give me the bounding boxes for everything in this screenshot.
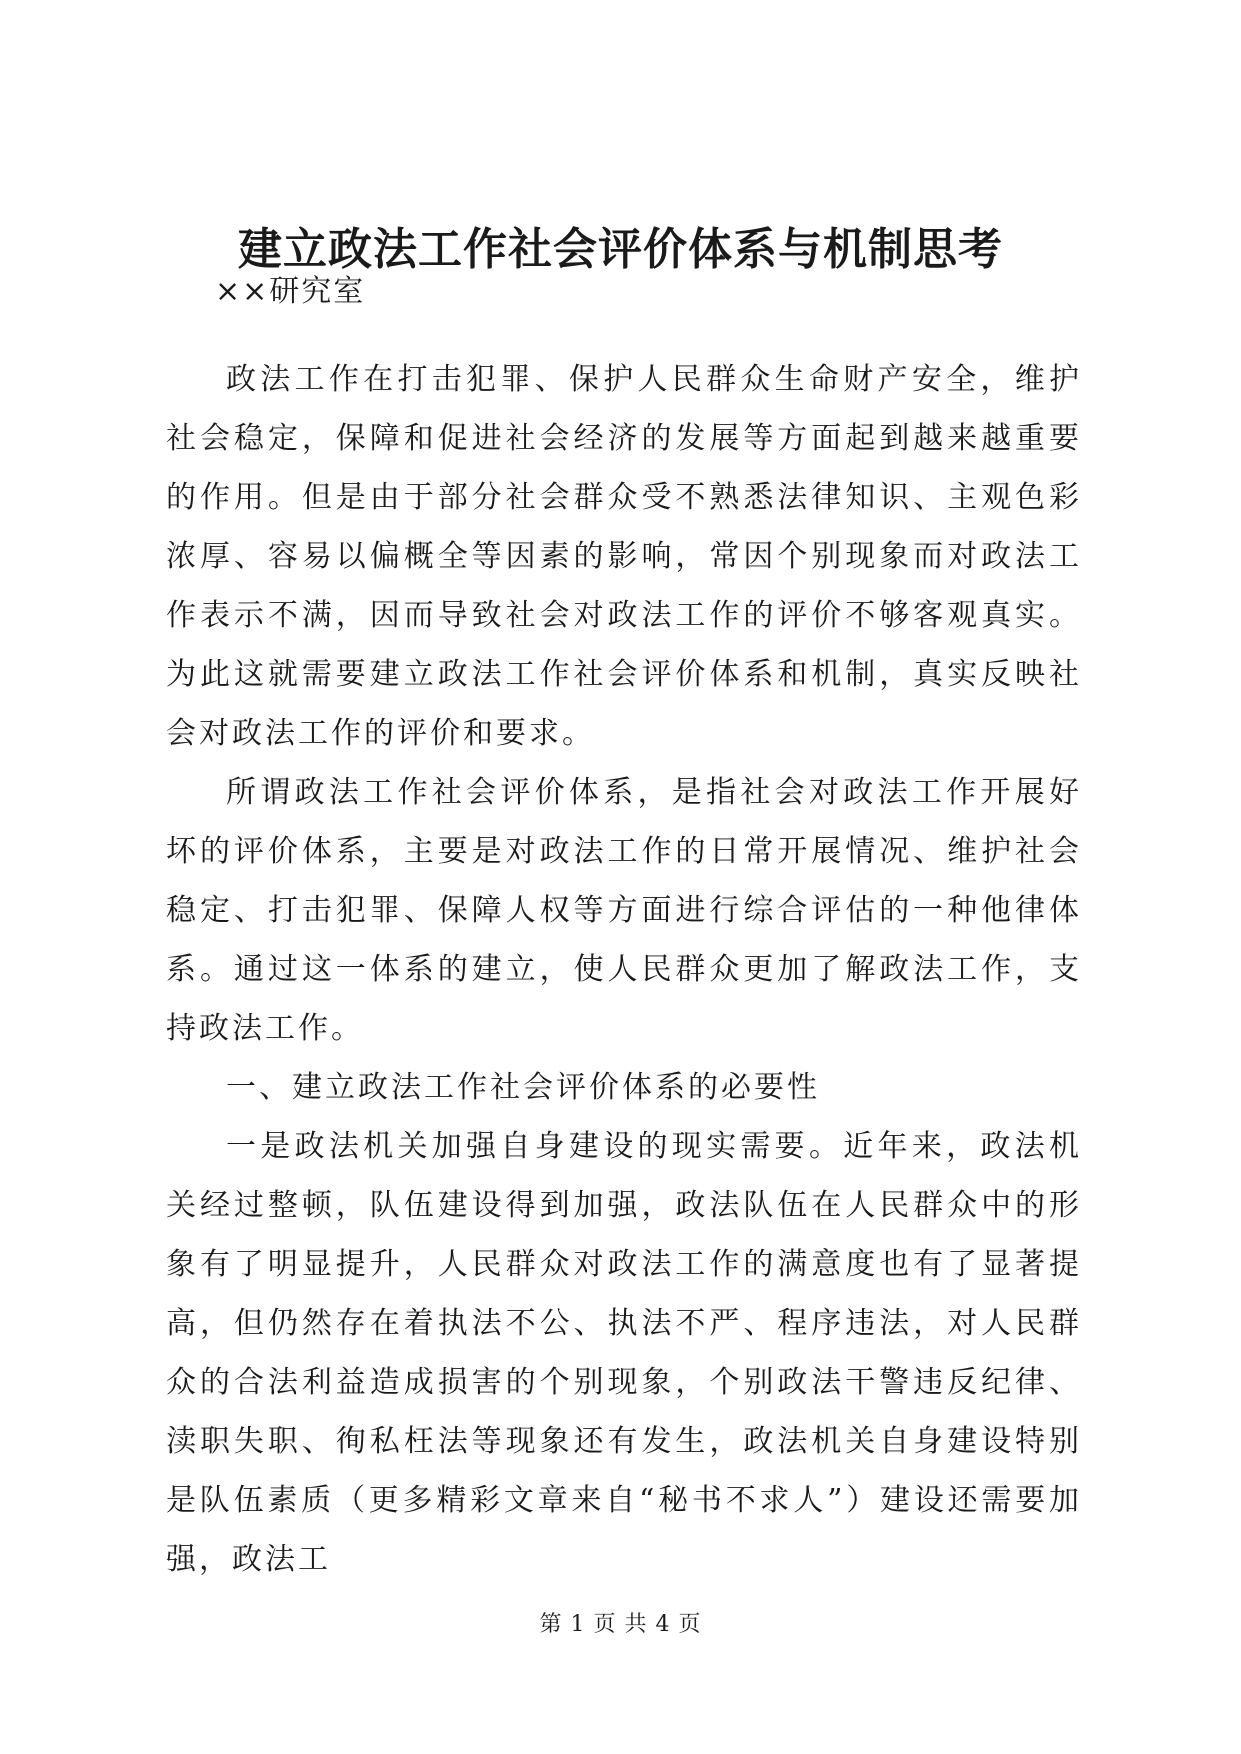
paragraph-1: 政法工作在打击犯罪、保护人民群众生命财产安全，维护社会稳定，保障和促进社会经济的发展等方面起到越来越重要的作用。但是由于部分社会群众受不熟悉法律知识、主观色彩浓厚、容易以偏概全等因素的影响，常因个别现象而对政法工作表示不满，因而导致社会对政法工作的评价不够客观真实。为此这就需要建立政法工作社会评价体系和机制，真实反映社会对政法工作的评价和要求。 bbox=[166, 362, 1082, 751]
paragraph-2: 所谓政法工作社会评价体系，是指社会对政法工作开展好坏的评价体系，主要是对政法工作的日常开展情况、维护社会稳定、打击犯罪、保障人权等方面进行综合评估的一种他律体系。通过这一体系的建立，使人民群众更加了解政法工作，支持政法工作。 bbox=[166, 775, 1082, 1046]
section-heading: 一、建立政法工作社会评价体系的必要性 bbox=[226, 1070, 820, 1105]
paragraph-3: 一是政法机关加强自身建设的现实需要。近年来，政法机关经过整顿，队伍建设得到加强，政法队伍在人民群众中的形象有了明显提升，人民群众对政法工作的满意度也有了显著提高，但仍然存在着执法不公、执法不严、程序违法，对人民群众的合法利益造成损害的个别现象，个别政法干警违反纪律、渎职失职、徇私枉法等现象还有发生，政法机关自身建设特别是队伍素质（更多精彩文章来自“秘书不求人”）建设还需要加强，政法工 bbox=[166, 1129, 1082, 1577]
document-title: 建立政法工作社会评价体系与机制思考 bbox=[238, 224, 1003, 275]
page-footer: 第 1 页 共 4 页 bbox=[539, 1612, 702, 1637]
author-line: ××研究室 bbox=[215, 274, 366, 309]
document-body bbox=[166, 350, 1082, 1589]
